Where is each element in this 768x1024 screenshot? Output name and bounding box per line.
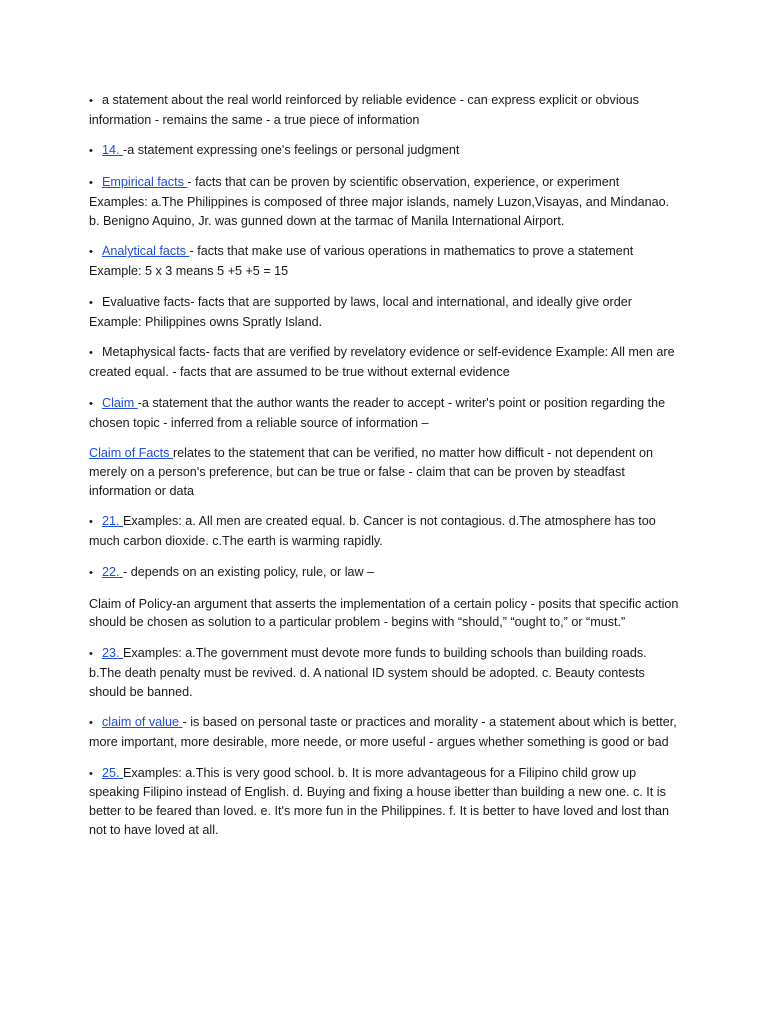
paragraph-text: - facts that make use of various operations in mathematics to prove a statement Example: 5 x 3 means 5 +5 +5 = 15	[89, 244, 634, 279]
bullet-icon: •	[89, 177, 93, 190]
paragraph-text: Examples: a.This is very good school. b. It is more advantageous for a Filipino child grow up speaking Filipino instead of English. d. Buying and fixing a house ibetter than building a new one. c. It is better to be feared than loved. e. It's more fun in the Philippines. f. It is better to have loved and lost than not to have loved at all.	[89, 765, 669, 837]
bullet-icon: •	[89, 95, 93, 107]
paragraph-text: Metaphysical facts- facts that are verified by revelatory evidence or self-evidence Example: All men are created equal. - facts that are assumed to be true without external evidence	[89, 345, 675, 380]
paragraph	[89, 644, 679, 701]
paragraph-text: Evaluative facts- facts that are supported by laws, local and international, and ideally give order Example: Philippines owns Spratly Island.	[89, 294, 632, 329]
paragraph	[89, 512, 679, 550]
paragraph-text: Claim of Policy-an argument that asserts the implementation of a certain policy - posits that specific action should be chosen as solution to a particular problem - begins with “should,” “ought to,” or “must.”	[89, 596, 679, 630]
paragraph-link[interactable]: claim of value	[102, 715, 183, 730]
bullet-icon: •	[89, 717, 93, 730]
paragraph-link[interactable]: Claim of Facts	[89, 446, 173, 461]
paragraph	[89, 394, 679, 432]
bullet-icon: •	[89, 648, 93, 661]
paragraph-link[interactable]: 22.	[102, 564, 124, 579]
paragraph	[89, 293, 679, 331]
paragraph-text: - depends on an existing policy, rule, or law –	[123, 564, 375, 579]
paragraph-text: relates to the statement that can be verified, no matter how difficult - not dependent on merely on a person's preference, but can be true or false - claim that can be proven by steadfast information or data	[89, 446, 654, 498]
paragraph-text: a statement about the real world reinforced by reliable evidence - can express explicit or obvious information - remains the same - a true piece of information	[89, 93, 639, 127]
paragraph	[89, 173, 679, 230]
bullet-icon: •	[89, 516, 93, 529]
paragraph	[89, 343, 679, 381]
paragraph	[89, 563, 679, 583]
bullet-icon: •	[89, 566, 93, 579]
paragraph-text: Examples: a.The government must devote more funds to building schools than building roads. b.The death penalty must be revived. d. A national ID system should be adopted. c. Beauty contests should be banned.	[89, 646, 647, 699]
bullet-icon: •	[89, 296, 93, 309]
paragraph-link[interactable]: Claim	[102, 395, 138, 410]
paragraph-link[interactable]: Analytical facts	[102, 244, 190, 259]
paragraph-link[interactable]: 14.	[102, 143, 124, 158]
paragraph-text: -a statement expressing one's feelings or personal judgment	[123, 143, 460, 158]
paragraph	[89, 713, 679, 751]
bullet-icon: •	[89, 246, 93, 259]
paragraph	[89, 91, 679, 129]
paragraph	[89, 595, 679, 632]
paragraph-link[interactable]: Empirical facts	[102, 175, 188, 190]
paragraph	[89, 764, 679, 839]
paragraph-text: -a statement that the author wants the reader to accept - writer's point or position regarding the chosen topic - inferred from a reliable source of information –	[89, 395, 666, 430]
bullet-icon: •	[89, 145, 93, 158]
paragraph-text: Examples: a. All men are created equal. b. Cancer is not contagious. d.The atmosphere has too much carbon dioxide. c.The earth is warming rapidly.	[89, 514, 656, 549]
paragraph-text: - is based on personal taste or practices and morality - a statement about which is better, more important, more desirable, more neede, or more useful - argues whether something is good or bad	[89, 715, 677, 749]
document-body	[89, 91, 679, 852]
paragraph-link[interactable]: 23.	[102, 646, 124, 661]
paragraph-text: - facts that can be proven by scientific observation, experience, or experiment Examples: a.The Philippines is composed of three major islands, namely Luzon,Visayas, and Mindanao. b. Benigno Aquino, Jr. was gunned down at the tarmac of Manila International Airport.	[89, 175, 670, 228]
paragraph-link[interactable]: 25.	[102, 765, 124, 780]
paragraph	[89, 141, 679, 161]
bullet-icon: •	[89, 767, 93, 780]
bullet-icon: •	[89, 347, 93, 360]
paragraph	[89, 444, 679, 500]
paragraph	[89, 242, 679, 280]
paragraph-link[interactable]: 21.	[102, 514, 124, 529]
bullet-icon: •	[89, 397, 93, 410]
